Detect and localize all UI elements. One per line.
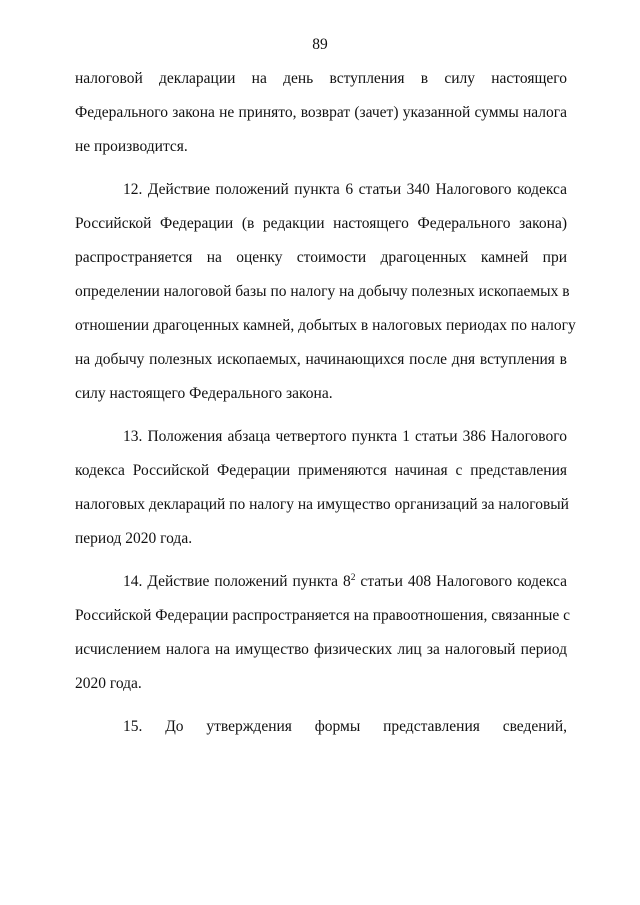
superscript: 2 [350, 573, 356, 583]
text-line: 2020 года. [75, 675, 142, 692]
text-line: период 2020 года. [75, 530, 193, 547]
page-number: 89 [312, 36, 328, 53]
text-line: силу настоящего Федерального закона. [75, 385, 333, 402]
text-line: Федерального закона не принято, возврат (зачет) указанной суммы налога [75, 104, 567, 121]
paragraph-item-14 [75, 565, 571, 701]
paragraph-continuation [75, 62, 567, 164]
text-line: Российской Федерации (в редакции настоящего Федерального закона) [75, 215, 567, 232]
text-line: 15. До утверждения формы представления сведений, [123, 718, 567, 735]
text-line: 13. Положения абзаца четвертого пункта 1 статьи 386 Налогового [123, 428, 567, 445]
text-line: исчислением налога на имущество физических лиц за налоговый период [75, 641, 567, 658]
text-line: кодекса Российской Федерации применяются начиная с представления [75, 462, 567, 479]
text-line: распространяется на оценку стоимости драгоценных камней при [75, 249, 567, 266]
text-line: налоговой декларации на день вступления в силу настоящего [75, 70, 567, 87]
text-line: 12. Действие положений пункта 6 статьи 340 Налогового кодекса [123, 181, 567, 198]
paragraph-item-13 [75, 420, 567, 556]
text-line: отношении драгоценных камней, добытых в налоговых периодах по налогу [75, 317, 576, 334]
paragraph-item-12 [75, 173, 576, 411]
text-fragment: статьи 408 Налогового кодекса [355, 573, 567, 590]
text-line: налоговых деклараций по налогу на имущество организаций за налоговый [75, 496, 569, 513]
text-line: определении налоговой базы по налогу на добычу полезных ископаемых в [75, 283, 570, 300]
text-line: не производится. [75, 138, 188, 155]
text-line: Российской Федерации распространяется на правоотношения, связанные с [75, 607, 571, 624]
text-fragment: 14. Действие положений пункта 8 [123, 573, 351, 590]
document-body [75, 62, 576, 744]
paragraph-item-15 [75, 710, 567, 744]
text-line [75, 565, 567, 599]
text-line: на добычу полезных ископаемых, начинающихся после дня вступления в [75, 351, 567, 368]
